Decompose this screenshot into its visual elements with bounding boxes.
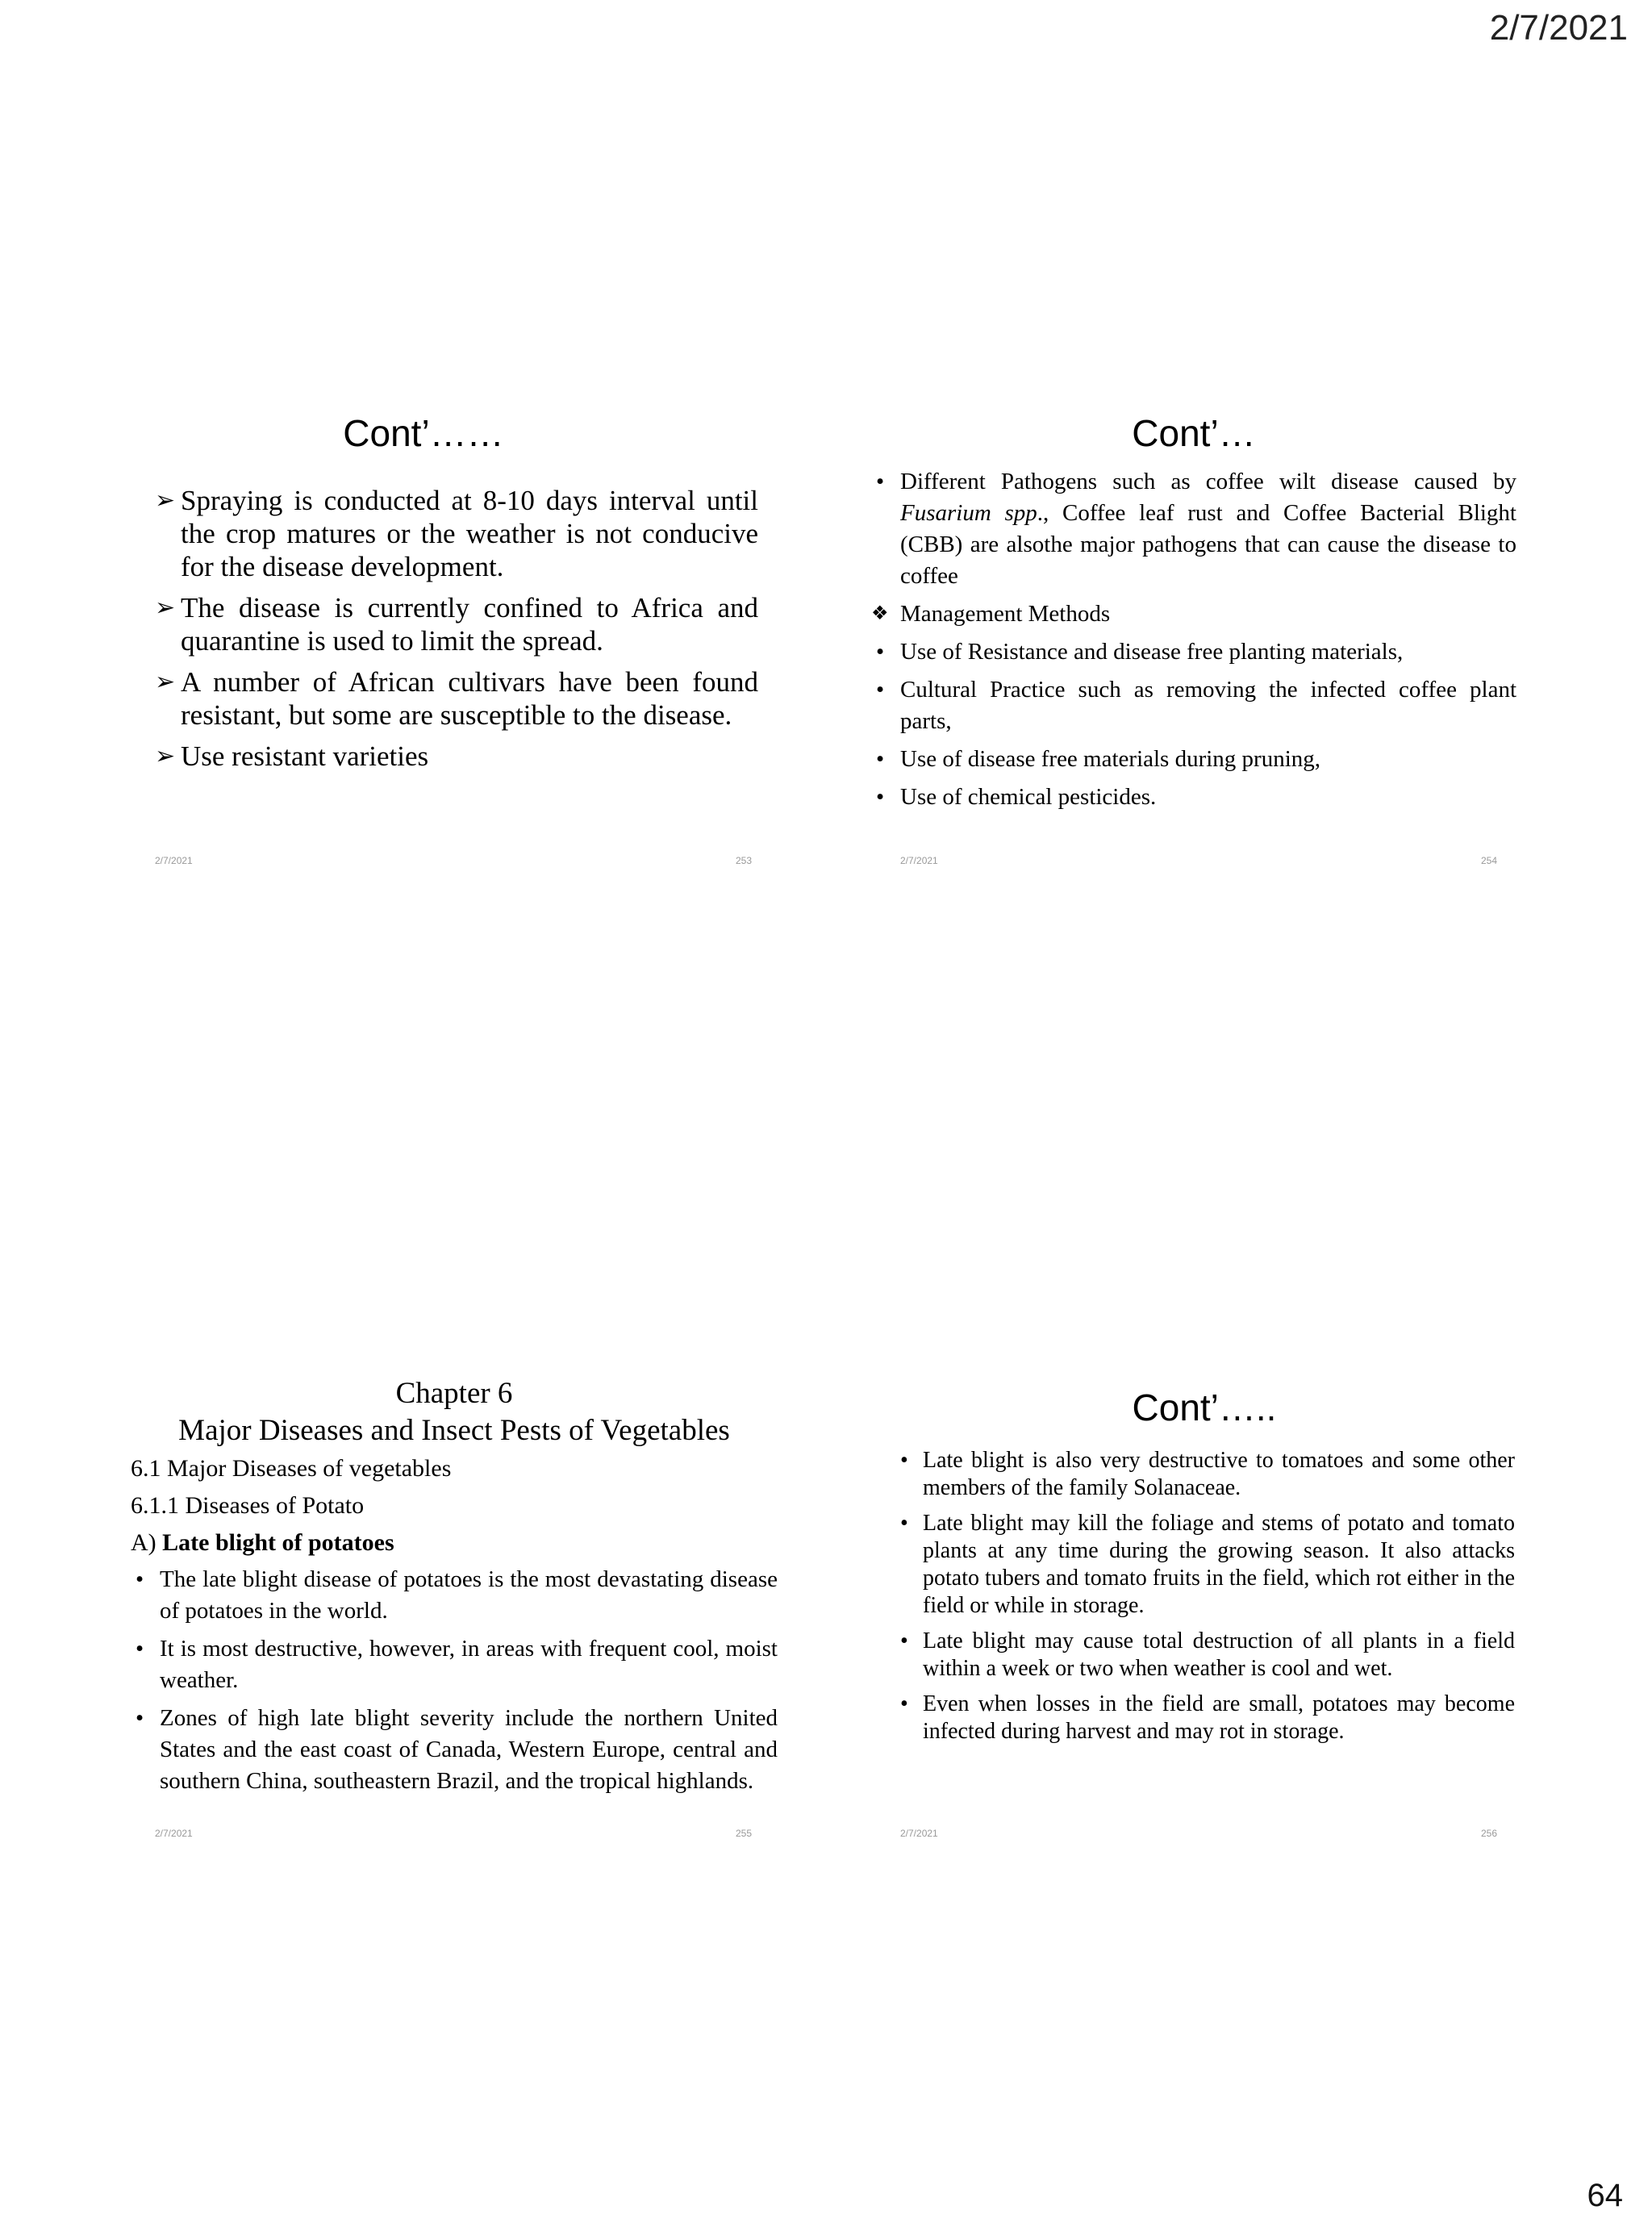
slide-footer-number: 253 — [736, 855, 753, 866]
subsection-heading: 6.1.1 Diseases of Potato — [131, 1492, 365, 1519]
bullet-list — [131, 1564, 778, 1797]
list-item: • Use of Resistance and disease free planting materials, — [871, 636, 1516, 668]
list-item: • Even when losses in the field are small, potatoes may become infected during harvest and may rot in storage. — [900, 1691, 1515, 1744]
chapter-title: Major Diseases and Insect Pests of Vegetables — [178, 1414, 730, 1447]
dot-bullet-icon: • — [876, 677, 885, 703]
slide-256 — [894, 1386, 1515, 1754]
list-item: • Late blight may kill the foliage and stems of potato and tomato plants at any time during the growing season. It also attacks potato tubers and tomato fruits in the field, which rot either in the field or while in storage. — [900, 1511, 1515, 1618]
dot-bullet-icon: • — [900, 1691, 908, 1716]
list-item: • Use of chemical pesticides. — [871, 782, 1516, 813]
bullet-list — [89, 484, 758, 773]
diamond-star-bullet-icon: ❖ — [871, 603, 889, 624]
page-number: 64 — [1587, 2178, 1623, 2213]
dot-bullet-icon: • — [900, 1628, 908, 1653]
list-item: • Late blight may cause total destruction of all plants in a field within a week or two when weather is cool and wet. — [900, 1628, 1515, 1681]
slide-footer-date: 2/7/2021 — [155, 1828, 193, 1839]
dot-bullet-icon: • — [136, 1566, 144, 1592]
dot-bullet-icon: • — [900, 1448, 908, 1473]
slide-255 — [131, 1375, 778, 1804]
list-item: ➢ Use resistant varieties — [155, 740, 429, 772]
list-item: • Different Pathogens such as coffee wilt disease caused by Fusarium spp., Coffee leaf rust and Coffee Bacterial Blight (CBB) are alsothe major pathogens that can cause the disease to coffee — [871, 466, 1516, 592]
slide-footer-number: 254 — [1481, 855, 1498, 866]
slide-footer-date: 2/7/2021 — [155, 855, 193, 866]
dot-bullet-icon: • — [876, 784, 885, 810]
slide-footer-number: 256 — [1481, 1828, 1498, 1839]
list-item: ➢ A number of African cultivars have been found resistant, but some are susceptible to the disease. — [155, 666, 758, 731]
slide-footer-number: 255 — [736, 1828, 753, 1839]
bullet-list — [871, 466, 1516, 813]
chapter-number: Chapter 6 — [395, 1377, 513, 1410]
dot-bullet-icon: • — [136, 1636, 144, 1662]
slide-title: Cont’…… — [343, 412, 504, 454]
item-heading: A) Late blight of potatoes — [131, 1529, 394, 1556]
list-item: • It is most destructive, however, in areas with frequent cool, moist weather. — [131, 1633, 778, 1696]
list-item: ➢ Spraying is conducted at 8-10 days interval until the crop matures or the weather is not conducive for the disease development. — [155, 485, 758, 582]
list-item: ➢ The disease is currently confined to Africa and quarantine is used to limit the spread. — [155, 592, 758, 657]
list-item: • Use of disease free materials during pruning, — [871, 744, 1516, 775]
slide-253 — [89, 411, 758, 781]
list-item: • Cultural Practice such as removing the infected coffee plant parts, — [871, 674, 1516, 737]
slide-254 — [871, 411, 1516, 819]
slide-title: Cont’….. — [1132, 1387, 1277, 1428]
list-item: • The late blight disease of potatoes is the most devastating disease of potatoes in the world. — [131, 1564, 778, 1627]
list-item: • Zones of high late blight severity include the northern United States and the east coast of Canada, Western Europe, central and southern China, southeastern Brazil, and the tropical highlands. — [131, 1703, 778, 1797]
arrow-bullet-icon: ➢ — [155, 669, 176, 695]
page-date: 2/7/2021 — [1489, 8, 1628, 48]
slide-title: Cont’… — [1132, 412, 1256, 454]
section-heading: 6.1 Major Diseases of vegetables — [131, 1455, 452, 1482]
arrow-bullet-icon: ➢ — [155, 743, 176, 769]
arrow-bullet-icon: ➢ — [155, 594, 176, 621]
slide-footer-date: 2/7/2021 — [900, 855, 938, 866]
arrow-bullet-icon: ➢ — [155, 487, 176, 514]
dot-bullet-icon: • — [876, 469, 885, 494]
list-item: • Late blight is also very destructive to tomatoes and some other members of the family Solanaceae. — [900, 1448, 1515, 1500]
list-item: ❖ Management Methods — [871, 598, 1516, 630]
dot-bullet-icon: • — [900, 1511, 908, 1536]
dot-bullet-icon: • — [876, 746, 885, 772]
bullet-list — [894, 1447, 1515, 1745]
dot-bullet-icon: • — [876, 639, 885, 665]
slide-footer-date: 2/7/2021 — [900, 1828, 938, 1839]
dot-bullet-icon: • — [136, 1705, 144, 1731]
